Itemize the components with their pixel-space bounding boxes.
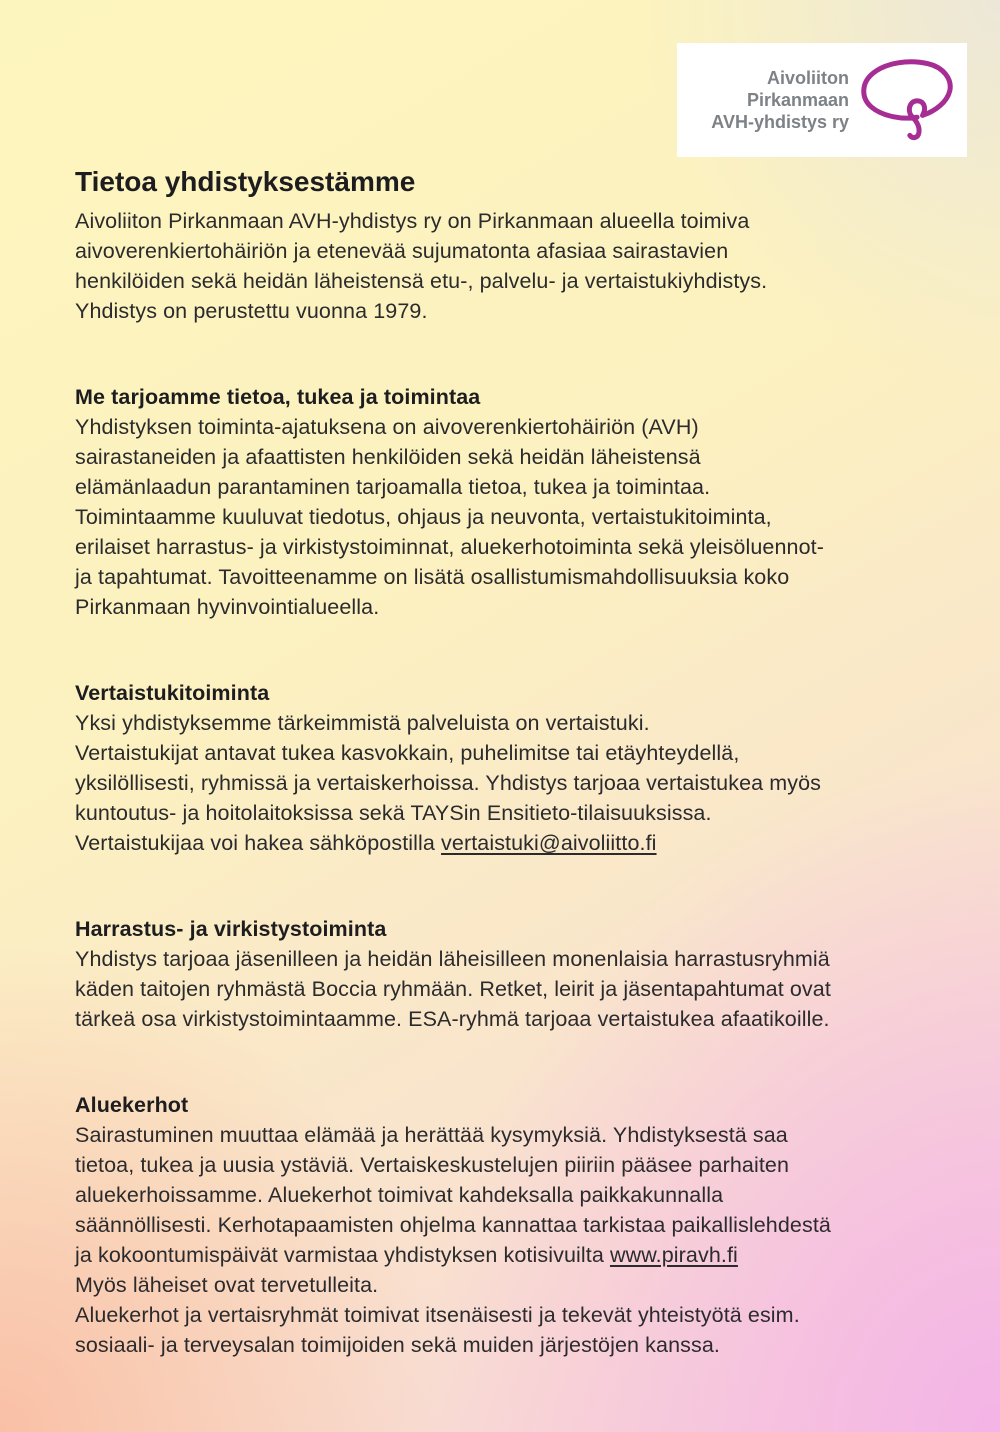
section-paragraph (75, 708, 941, 858)
paragraph-text: aluekerhoissamme. Aluekerhot toimivat kahdeksalla paikkakunnalla (75, 1183, 724, 1207)
section-paragraph (75, 206, 941, 326)
section (75, 382, 941, 622)
section-paragraph (75, 1120, 941, 1360)
section (75, 678, 941, 858)
website-link[interactable]: www.piravh.fi (609, 1243, 738, 1267)
paragraph-text: Vertaistukijat antavat tukea kasvokkain, puhelimitse tai etäyhteydellä, (75, 741, 740, 765)
paragraph-text: säännöllisesti. Kerhotapaamisten ohjelma kannattaa tarkistaa paikallislehdestä (75, 1213, 831, 1237)
section-paragraph (75, 944, 941, 1034)
section-heading: Vertaistukitoiminta (75, 681, 270, 705)
paragraph-text: Pirkanmaan hyvinvointialueella. (75, 595, 380, 619)
paragraph-text: Toimintaamme kuuluvat tiedotus, ohjaus ja neuvonta, vertaistukitoiminta, (75, 505, 772, 529)
section-heading: Aluekerhot (75, 1093, 189, 1117)
paragraph-text: käden taitojen ryhmästä Boccia ryhmään. Retket, leirit ja jäsentapahtumat ovat (75, 977, 831, 1001)
logo-text-line: Pirkanmaan (746, 90, 849, 110)
logo-text (711, 67, 849, 133)
paragraph-text: elämänlaadun parantaminen tarjoamalla tietoa, tukea ja toimintaa. (75, 475, 711, 499)
paragraph-text: Yhdistys on perustettu vuonna 1979. (75, 299, 428, 323)
paragraph-text: Myös läheiset ovat tervetulleita. (75, 1273, 379, 1297)
association-logo (677, 43, 967, 157)
paragraph-text: Vertaistukijaa voi hakea sähköpostilla (75, 831, 442, 855)
paragraph-text: Yksi yhdistyksemme tärkeimmistä palveluista on vertaistuki. (75, 711, 650, 735)
paragraph-text: yksilöllisesti, ryhmissä ja vertaiskerhoissa. Yhdistys tarjoaa vertaistukea myös (75, 771, 822, 795)
section-heading: Harrastus- ja virkistystoiminta (75, 917, 387, 941)
paragraph-text: henkilöiden sekä heidän läheistensä etu-, palvelu- ja vertaistukiyhdistys. (75, 269, 768, 293)
document-content (75, 163, 941, 1360)
paragraph-text: Aluekerhot ja vertaisryhmät toimivat itsenäisesti ja tekevät yhteistyötä esim. (75, 1303, 800, 1327)
page-title: Tietoa yhdistyksestämme (75, 166, 416, 197)
email-link[interactable]: vertaistuki@aivoliitto.fi (441, 831, 657, 855)
section (75, 914, 941, 1034)
paragraph-text: ja tapahtumat. Tavoitteenamme on lisätä osallistumismahdollisuuksia koko (75, 565, 790, 589)
paragraph-text: kuntoutus- ja hoitolaitoksissa sekä TAYSin Ensitieto-tilaisuuksissa. (75, 801, 712, 825)
speech-bubble-icon (859, 57, 957, 143)
section-heading: Me tarjoamme tietoa, tukea ja toimintaa (75, 385, 481, 409)
paragraph-text: Aivoliiton Pirkanmaan AVH-yhdistys ry on Pirkanmaan alueella toimiva (75, 209, 750, 233)
paragraph-text: Yhdistys tarjoaa jäsenilleen ja heidän läheisilleen monenlaisia harrastusryhmiä (75, 947, 830, 971)
section (75, 1090, 941, 1360)
logo-text-line: Aivoliiton (767, 68, 849, 88)
paragraph-text: erilaiset harrastus- ja virkistystoiminnat, aluekerhotoiminta sekä yleisöluennot- (75, 535, 824, 559)
paragraph-text: Sairastuminen muuttaa elämää ja herättää kysymyksiä. Yhdistyksestä saa (75, 1123, 788, 1147)
paragraph-text: sosiaali- ja terveysalan toimijoiden sekä muiden järjestöjen kanssa. (75, 1333, 720, 1357)
paragraph-text: tietoa, tukea ja uusia ystäviä. Vertaiskeskustelujen piiriin pääsee parhaiten (75, 1153, 790, 1177)
sections (75, 206, 941, 1360)
paragraph-text: sairastaneiden ja afaattisten henkilöiden sekä heidän läheistensä (75, 445, 701, 469)
section-paragraph (75, 412, 941, 622)
paragraph-text: tärkeä osa virkistystoimintaamme. ESA-ryhmä tarjoaa vertaistukea afaatikoille. (75, 1007, 830, 1031)
section (75, 206, 941, 326)
logo-text-line: AVH-yhdistys ry (711, 112, 849, 132)
paragraph-text: aivoverenkiertohäiriön ja etenevää sujumatonta afasiaa sairastavien (75, 239, 729, 263)
paragraph-text: Yhdistyksen toiminta-ajatuksena on aivoverenkiertohäiriön (AVH) (75, 415, 699, 439)
paragraph-text: ja kokoontumispäivät varmistaa yhdistyksen kotisivuilta (75, 1243, 610, 1267)
